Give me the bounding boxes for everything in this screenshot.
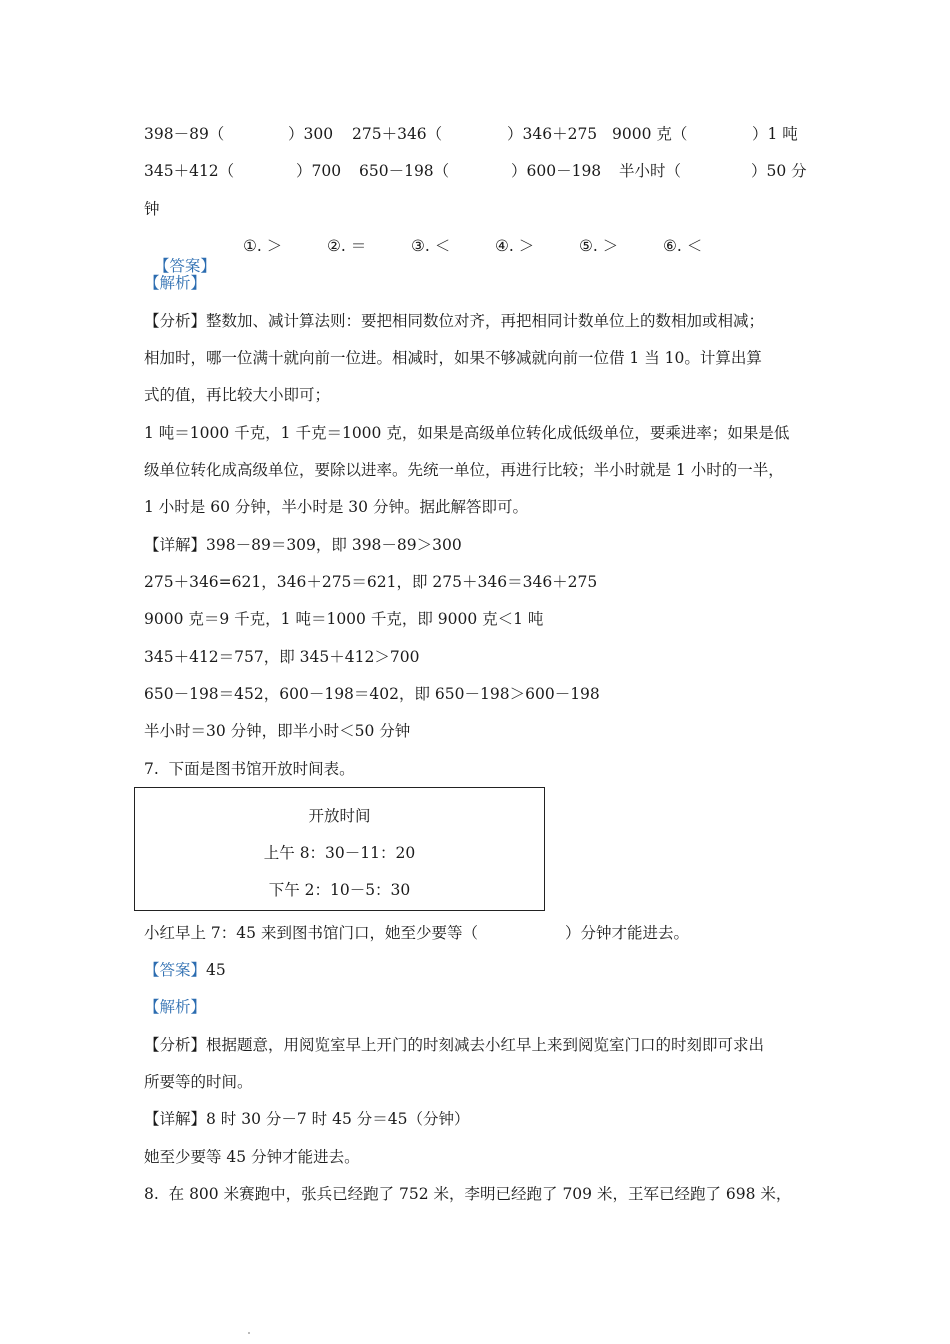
compare-wrap-text: 钟 — [144, 200, 160, 218]
compare-expr: 9000 克（ — [612, 125, 688, 143]
page-mark — [248, 1332, 250, 1334]
analysis-tag: 【解析】 — [144, 998, 207, 1016]
compare-expr: 半小时（ — [619, 162, 682, 180]
answer-item: ①. ＞ — [243, 237, 283, 255]
detail-line: 650－198＝452，600－198＝402，即 650－198＞600－198 — [144, 685, 600, 703]
answer-item: ④. ＞ — [495, 237, 535, 255]
compare-expr: ）1 吨 — [752, 125, 798, 143]
compare-expr: 650－198（ — [359, 162, 450, 180]
compare-expr: ）300 — [288, 125, 334, 143]
analysis-line: 级单位转化成高级单位，要除以进率。先统一单位，再进行比较；半小时就是 1 小时的一半， — [144, 461, 784, 479]
answer-line-1 — [144, 236, 216, 276]
question-8-text: 8. 在 800 米赛跑中，张兵已经跑了 752 米，李明已经跑了 709 米，王军已经跑了 698 米， — [144, 1185, 792, 1203]
analysis-line: 式的值，再比较大小即可； — [144, 386, 331, 404]
compare-expr: ）50 分 — [751, 162, 807, 180]
analysis-sub-tag: 【分析】 — [144, 1036, 207, 1054]
analysis-line: 相加时，哪一位满十就向前一位进。相减时，如果不够减就向前一位借 1 当 10。计算出算 — [144, 349, 762, 367]
opening-hours-table — [134, 787, 545, 911]
answer-value: 45 — [206, 961, 226, 979]
detail-line: 9000 克＝9 千克，1 吨＝1000 千克，即 9000 克＜1 吨 — [144, 610, 544, 628]
analysis-line — [144, 311, 764, 331]
answer-item: ③. ＜ — [411, 237, 451, 255]
compare-expr: ）346＋275 — [507, 125, 598, 143]
detail-text: 8 时 30 分－7 时 45 分＝45（分钟） — [206, 1110, 470, 1128]
analysis-line: 1 吨＝1000 千克，1 千克＝1000 克，如果是高级单位转化成低级单位，要乘进率；如果是低 — [144, 424, 790, 442]
question-7-text-end: ）分钟才能进去。 — [565, 924, 690, 942]
detail-line: 她至少要等 45 分钟才能进去。 — [144, 1148, 360, 1166]
detail-tag: 【详解】 — [144, 1110, 207, 1128]
analysis-line: 1 小时是 60 分钟，半小时是 30 分钟。据此解答即可。 — [144, 498, 528, 516]
compare-expr: ）700 — [296, 162, 342, 180]
detail-line — [144, 1109, 469, 1129]
detail-tag: 【详解】 — [144, 536, 207, 554]
answer-tag: 【答案】 — [153, 257, 216, 275]
analysis-tag: 【解析】 — [144, 274, 207, 292]
compare-expr: 398－89（ — [144, 125, 225, 143]
answer-tag: 【答案】 — [144, 961, 207, 979]
analysis-sub-tag: 【分析】 — [144, 312, 207, 330]
question-7-text: 小红早上 7：45 来到图书馆门口，她至少要等（ — [144, 924, 478, 942]
table-morning: 上午 8：30－11：20 — [263, 844, 416, 862]
analysis-line — [144, 1035, 764, 1055]
detail-line — [144, 535, 462, 555]
detail-line: 345＋412＝757，即 345＋412＞700 — [144, 648, 420, 666]
table-header: 开放时间 — [308, 807, 371, 825]
analysis-text: 根据题意，用阅览室早上开门的时刻减去小红早上来到阅览室门口的时刻即可求出 — [206, 1036, 765, 1054]
detail-text: 398－89＝309，即 398－89＞300 — [206, 536, 462, 554]
answer-item: ⑤. ＞ — [579, 237, 619, 255]
detail-line: 275＋346=621，346＋275＝621，即 275＋346＝346＋275 — [144, 573, 598, 591]
answer-item: ②. ＝ — [327, 237, 367, 255]
answer-line-2 — [144, 960, 226, 980]
compare-expr: 345＋412（ — [144, 162, 235, 180]
detail-line: 半小时＝30 分钟，即半小时＜50 分钟 — [144, 722, 411, 740]
analysis-line: 所要等的时间。 — [144, 1073, 253, 1091]
answer-item: ⑥. ＜ — [663, 237, 703, 255]
table-afternoon: 下午 2：10－5：30 — [268, 881, 411, 899]
compare-expr: 275＋346（ — [352, 125, 443, 143]
compare-expr: ）600－198 — [511, 162, 602, 180]
analysis-text: 整数加、减计算法则：要把相同数位对齐，再把相同计数单位上的数相加或相减； — [206, 312, 765, 330]
question-7-title: 7. 下面是图书馆开放时间表。 — [144, 760, 355, 778]
